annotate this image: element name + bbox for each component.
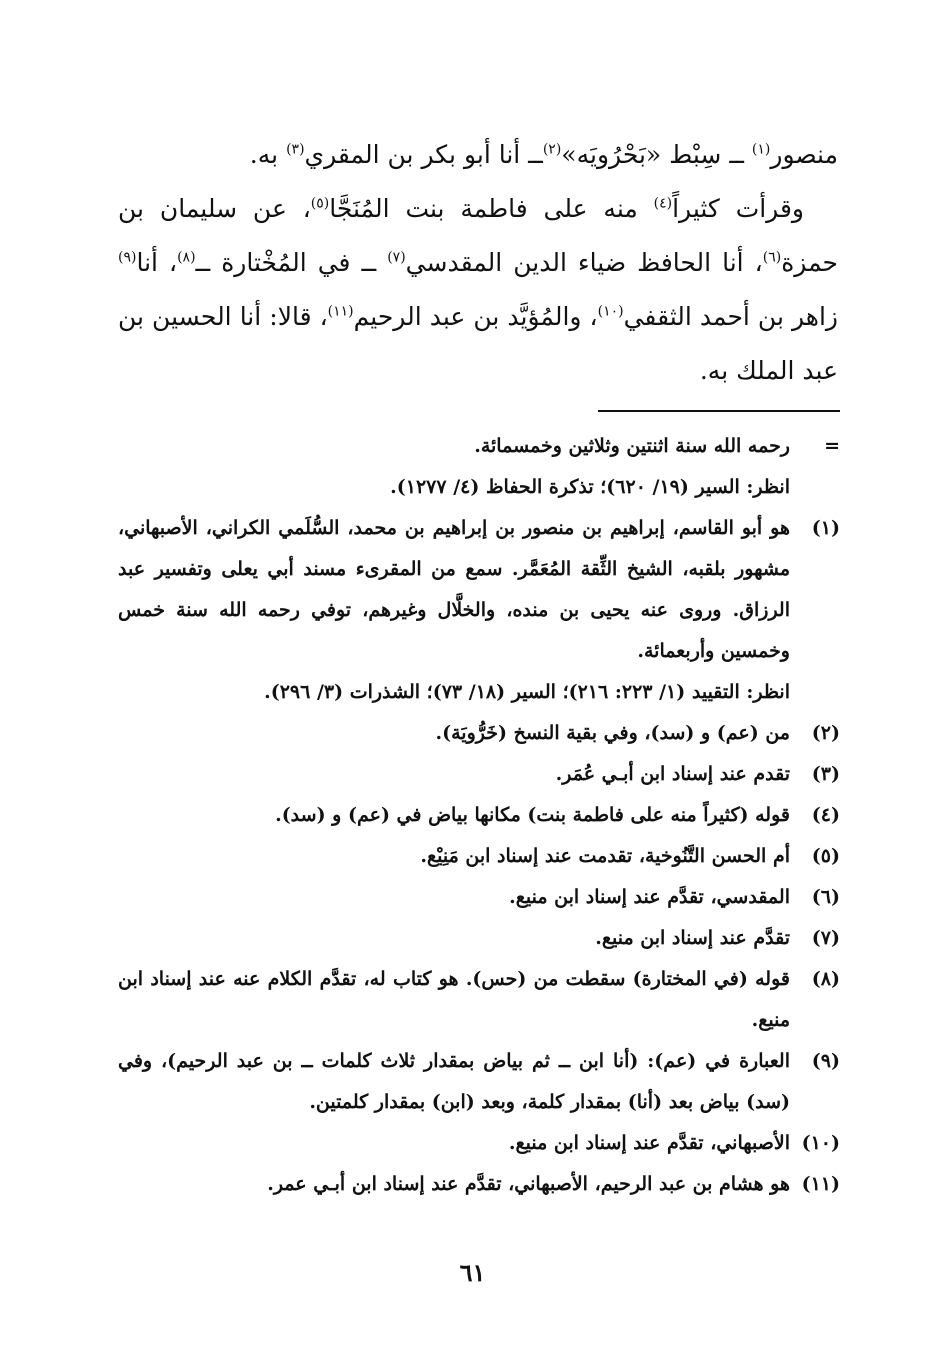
page-number: ٦١: [459, 1258, 486, 1287]
footnote-number: (٩): [811, 1050, 840, 1072]
footnote-line: تقدم عند إسناد ابن أبـي عُمَر.: [555, 763, 790, 785]
main-text-segment: به.: [249, 140, 287, 169]
main-text-segment: ، قالا: أنا الحسين بن عبد الملك به.: [118, 302, 838, 385]
footnote-number: (١): [811, 517, 840, 539]
footnote-line: من (عم) و (سد)، وفي بقية النسخ (خَرُّويَة).: [435, 722, 790, 744]
footnote-body: [118, 1041, 790, 1123]
footnote-line: رحمه الله سنة اثنتين وثلاثين وخمسمائة.: [474, 435, 790, 457]
main-paragraph-2: [118, 182, 838, 398]
footnote-4: [118, 795, 840, 836]
footnote-8: [118, 959, 840, 1041]
footnote-separator: [598, 410, 840, 412]
footnote-6: [118, 877, 840, 918]
footnote-body: [118, 795, 790, 836]
footnote-ref: (١٠): [597, 303, 624, 320]
footnote-line: أم الحسن التَّنُوخية، تقدمت عند إسناد ابن مَنِيْع.: [420, 845, 790, 867]
main-text-segment: منصور: [770, 140, 838, 169]
footnote-ref: (٦): [762, 249, 782, 266]
footnote-number: (٦): [811, 886, 840, 908]
footnote-9: [118, 1041, 840, 1123]
main-text-segment: ، عن سليمان بن حمزة: [118, 194, 838, 277]
footnote-ref: (٥): [310, 195, 330, 212]
footnote-number: (١١): [801, 1173, 840, 1195]
footnote-line: هو أبو القاسم، إبراهيم بن منصور بن إبراهيم بن محمد، السُّلَمي الكراني، الأصبهاني، مشهور بلقبه، الشيخ الثِّقة المُعَمَّر. سمع من المقرىء مسند أبي يعلى وتفسير عبد الرزاق. وروى عنه يحيى بن منده، والخلَّال وغيرهم، توفي رحمه الله سنة خمس وخمسين وأربعمائة.: [118, 517, 790, 662]
footnote-ref: (٨): [177, 249, 196, 266]
footnote-body: [118, 1164, 790, 1205]
footnote-number: (٤): [811, 804, 840, 826]
main-text-segment: ــ سِبْط «بَحْرُويَه»: [561, 140, 752, 169]
footnote-line: تقدَّم عند إسناد ابن منيع.: [595, 927, 790, 949]
footnote-ref: (١١): [327, 303, 354, 320]
footnote-number: (١٠): [801, 1132, 840, 1154]
footnote-ref: (٩): [118, 249, 137, 266]
footnote-11: [118, 1164, 840, 1205]
footnote-3: [118, 754, 840, 795]
footnote-1: [118, 508, 840, 713]
main-text-segment: وقرأت كثيراً: [672, 194, 804, 223]
footnote-number: (٥): [811, 845, 840, 867]
main-text-segment: ــ في المُخْتارة ــ: [195, 248, 388, 277]
footnote-line: الأصبهاني، تقدَّم عند إسناد ابن منيع.: [508, 1132, 790, 1154]
footnote-carry: [118, 426, 840, 508]
footnote-body: [118, 918, 790, 959]
main-text-segment: منه على فاطمة بنت المُنَجَّا: [329, 194, 654, 223]
main-text-segment: ، أنا الحافظ ضياء الدين المقدسي: [405, 248, 763, 277]
footnote-ref: (٣): [286, 141, 305, 158]
footnote-ref: (٤): [653, 195, 673, 212]
footnote-line: قوله (في المختارة) سقطت من (حس). هو كتاب له، تقدَّم الكلام عنه عند إسناد ابن منيع.: [118, 968, 790, 1031]
footnote-line: انظر: السير (١٩/ ٦٢٠)؛ تذكرة الحفاظ (٤/ ١٢٧٧).: [390, 476, 790, 498]
footnote-body: [118, 508, 790, 713]
footnote-5: [118, 836, 840, 877]
footnote-line: العبارة في (عم): (أنا ابن ــ ثم بياض بمقدار ثلاث كلمات ــ بن عبد الرحيم)، وفي (سد) بياض بعد (أنا) بمقدار كلمة، وبعد (ابن) بمقدار كلمتين.: [118, 1050, 790, 1113]
main-text-segment: زاهر بن أحمد الثقفي: [623, 302, 838, 331]
footnote-line: انظر: التقييد (١/ ٢٢٣: ٢١٦)؛ السير (١٨/ ٧٣)؛ الشذرات (٣/ ٢٩٦).: [264, 681, 790, 703]
footnote-body: [118, 877, 790, 918]
footnote-ref: (١): [751, 141, 771, 158]
main-paragraph-1: [118, 128, 838, 182]
footnote-body: [118, 713, 790, 754]
main-text: [118, 128, 838, 398]
footnote-ref: (٢): [542, 141, 562, 158]
main-text-segment: ــ أنا أبو بكر بن المقري: [304, 140, 543, 169]
footnote-body: [118, 1123, 790, 1164]
footnote-10: [118, 1123, 840, 1164]
footnote-line: قوله (كثيراً منه على فاطمة بنت) مكانها بياض في (عم) و (سد).: [275, 804, 790, 826]
footnotes: [118, 426, 840, 1205]
footnote-body: [118, 836, 790, 877]
footnote-body: [118, 426, 790, 508]
footnote-number: (٧): [811, 927, 840, 949]
main-text-segment: ، والمُؤيَّد بن عبد الرحيم: [353, 302, 598, 331]
footnote-number: (٨): [811, 968, 840, 990]
footnote-number: (٣): [811, 763, 840, 785]
footnote-7: [118, 918, 840, 959]
main-text-segment: ، أنا: [136, 248, 178, 277]
footnote-2: [118, 713, 840, 754]
footnote-body: [118, 754, 790, 795]
footnote-number: (٢): [811, 722, 840, 744]
footnote-body: [118, 959, 790, 1041]
carry-marker: =: [824, 435, 840, 457]
footnote-ref: (٧): [387, 249, 406, 266]
footnote-line: هو هشام بن عبد الرحيم، الأصبهاني، تقدَّم عند إسناد ابن أبـي عمر.: [267, 1173, 790, 1195]
footnote-line: المقدسي، تقدَّم عند إسناد ابن منيع.: [509, 886, 790, 908]
